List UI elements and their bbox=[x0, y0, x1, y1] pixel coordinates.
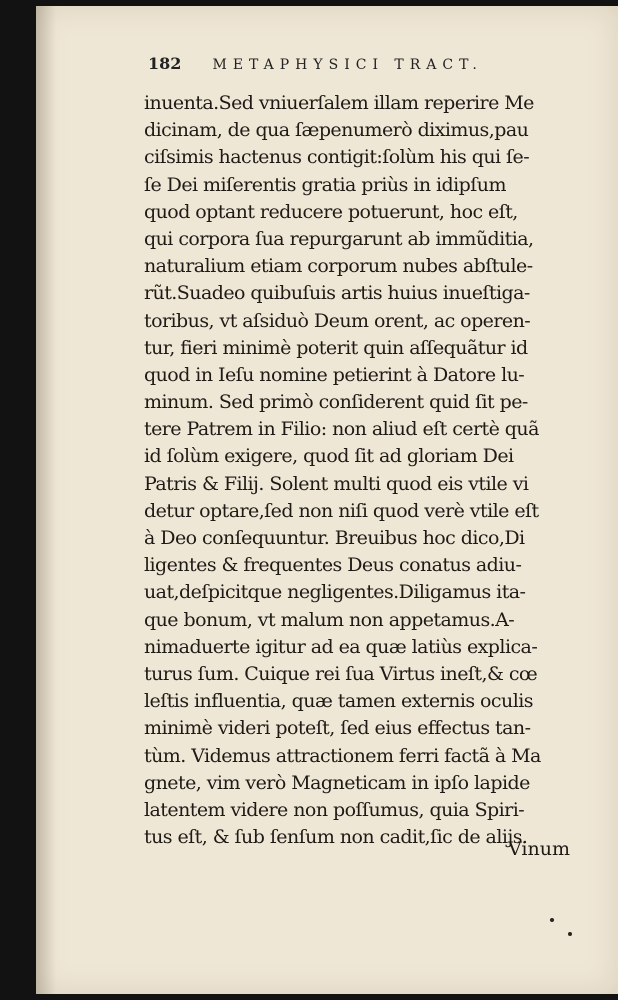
text-line: uat,deſpicitque negligentes.Diligamus ita- bbox=[144, 581, 526, 604]
ink-speck bbox=[550, 918, 554, 922]
text-line: toribus, vt aſsiduò Deum orent, ac operen- bbox=[144, 309, 531, 332]
text-line: tùm. Videmus attractionem ferri factã à Ma bbox=[144, 744, 541, 767]
book-page bbox=[36, 6, 618, 994]
text-line: id ſolùm exigere, quod ſit ad gloriam Dei bbox=[144, 445, 514, 468]
text-line: minum. Sed primò conſiderent quid ſit pe- bbox=[144, 391, 528, 414]
page-gutter-shadow bbox=[36, 6, 56, 994]
text-line: dicinam, de qua ſæpenumerò diximus,pau bbox=[144, 119, 529, 142]
page-header bbox=[148, 54, 608, 73]
text-line: turus ſum. Cuique rei ſua Virtus ineſt,& cœ bbox=[144, 662, 538, 685]
text-line: à Deo conſequuntur. Breuibus hoc dico,Di bbox=[144, 527, 525, 549]
text-line: gnete, vim verò Magneticam in ipſo lapide bbox=[144, 771, 530, 794]
text-line: latentem videre non poſſumus, quia Spiri- bbox=[144, 798, 525, 821]
text-line: que bonum, vt malum non appetamus.A- bbox=[144, 608, 515, 631]
text-line: detur optare,ſed non niſi quod verè vtile eſt bbox=[144, 499, 539, 522]
text-line: qui corpora ſua repurgarunt ab immũditia, bbox=[144, 227, 534, 250]
text-line: inuenta.Sed vniuerſalem illam reperire Me bbox=[144, 92, 534, 114]
text-line: ciſsimis hactenus contigit:ſolùm his qui ſe- bbox=[144, 146, 530, 169]
text-line: tur, fieri minimè poterit quin aſſequãtur id bbox=[144, 336, 528, 359]
text-line: nimaduerte igitur ad ea quæ latiùs explica- bbox=[144, 635, 538, 658]
text-line: tus eſt, & ſub ſenſum non cadit,ſic de alijs. bbox=[144, 826, 528, 849]
text-line: ligentes & frequentes Deus conatus adiu- bbox=[144, 554, 522, 577]
text-line: ſe Dei miſerentis gratia priùs in idipſum bbox=[144, 173, 506, 196]
ink-speck bbox=[568, 932, 572, 936]
page-number: 182 bbox=[148, 54, 182, 73]
text-line: tere Patrem in Filio: non aliud eſt certè quã bbox=[144, 418, 539, 441]
text-line: minimè videri poteſt, ſed eius effectus tan- bbox=[144, 717, 531, 740]
running-head: METAPHYSICI TRACT. bbox=[212, 57, 483, 73]
text-line: Patris & Filij. Solent multi quod eis vtile vi bbox=[144, 472, 529, 495]
text-line: naturalium etiam corporum nubes abſtule- bbox=[144, 255, 533, 278]
text-line: leſtis influentia, quæ tamen externis oculis bbox=[144, 690, 533, 713]
text-line: rũt.Suadeo quibuſuis artis huius inueſtiga- bbox=[144, 282, 530, 305]
catchword: Vinum bbox=[508, 838, 570, 860]
body-text bbox=[144, 90, 612, 851]
text-line: quod optant reducere potuerunt, hoc eſt, bbox=[144, 200, 518, 223]
text-line: quod in Ieſu nomine petierint à Datore lu- bbox=[144, 363, 525, 386]
